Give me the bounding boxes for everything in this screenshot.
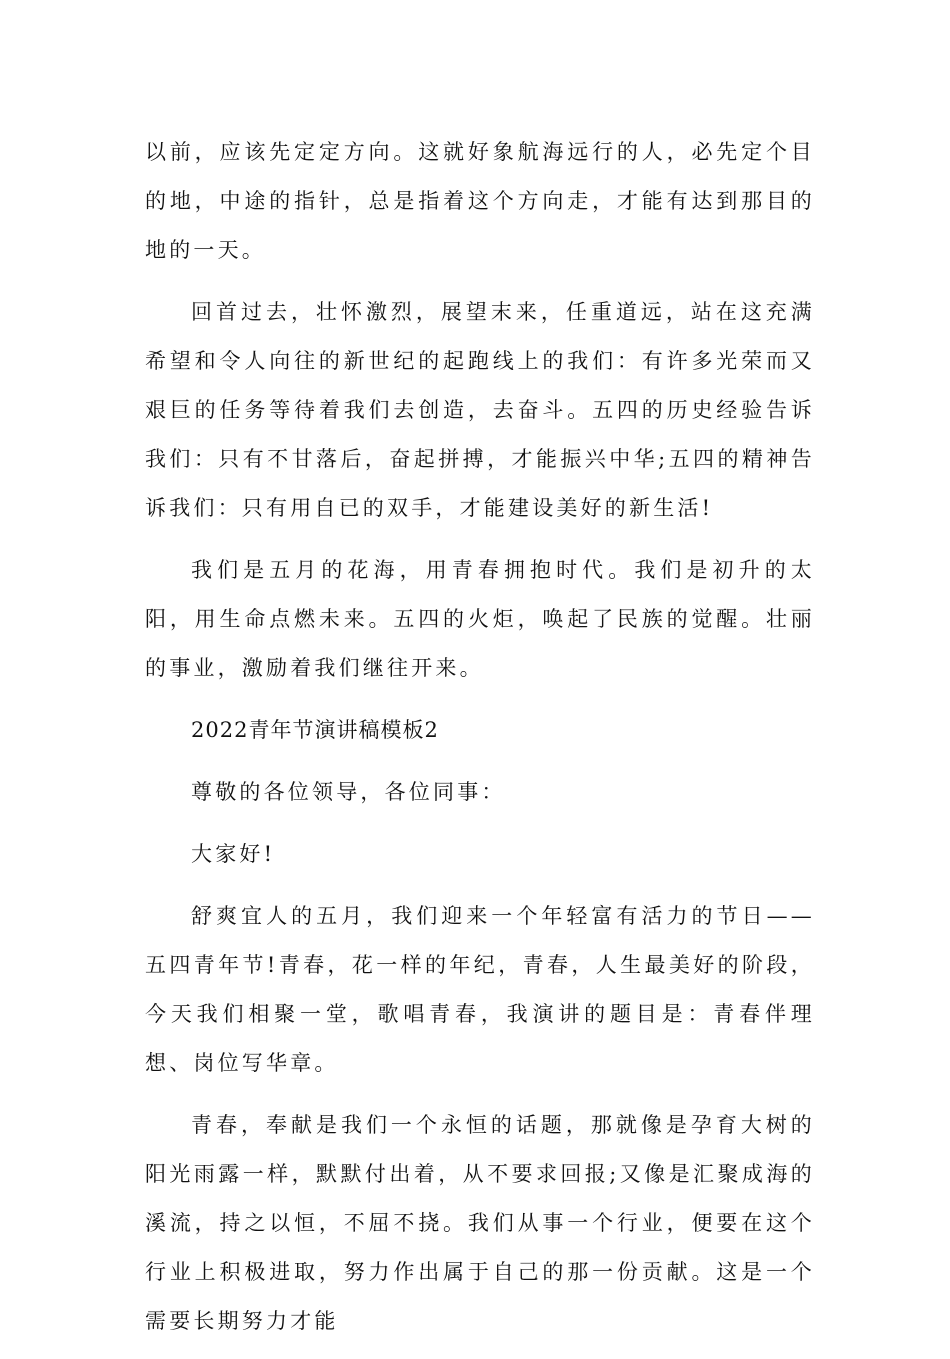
paragraph-5: 青春，奉献是我们一个永恒的话题，那就像是孕育大树的阳光雨露一样，默默付出着，从不要求回报;又像是汇聚成海的溪流，持之以恒，不屈不挠。我们从事一个行业，便要在这个行业上积极进取，努力作出属于自己的那一份贡献。这是一个需要长期努力才能 <box>145 1113 815 1333</box>
paragraph-1: 以前，应该先定定方向。这就好象航海远行的人，必先定个目的地，中途的指针，总是指着这个方向走，才能有达到那目的地的一天。 <box>145 140 815 262</box>
salutation: 尊敬的各位领导，各位同事： <box>191 780 506 804</box>
paragraph-3: 我们是五月的花海，用青春拥抱时代。我们是初升的太阳，用生命点燃未来。五四的火炬，唤起了民族的觉醒。壮丽的事业，激励着我们继往开来。 <box>145 558 815 680</box>
greeting: 大家好! <box>191 842 276 866</box>
paragraph-4: 舒爽宜人的五月，我们迎来一个年轻富有活力的节日——五四青年节!青春，花一样的年纪，青春，人生最美好的阶段，今天我们相聚一堂，歌唱青春，我演讲的题目是：青春伴理想、岗位写华章。 <box>145 904 815 1075</box>
paragraph-2: 回首过去，壮怀激烈，展望末来，任重道远，站在这充满希望和令人向往的新世纪的起跑线上的我们：有许多光荣而又艰巨的任务等待着我们去创造，去奋斗。五四的历史经验告诉我们：只有不甘落后，奋起拼搏，才能振兴中华;五四的精神告诉我们：只有用自已的双手，才能建设美好的新生活! <box>145 300 815 520</box>
section-title: 2022青年节演讲稿模板2 <box>191 718 439 742</box>
document-body <box>145 128 815 1359</box>
